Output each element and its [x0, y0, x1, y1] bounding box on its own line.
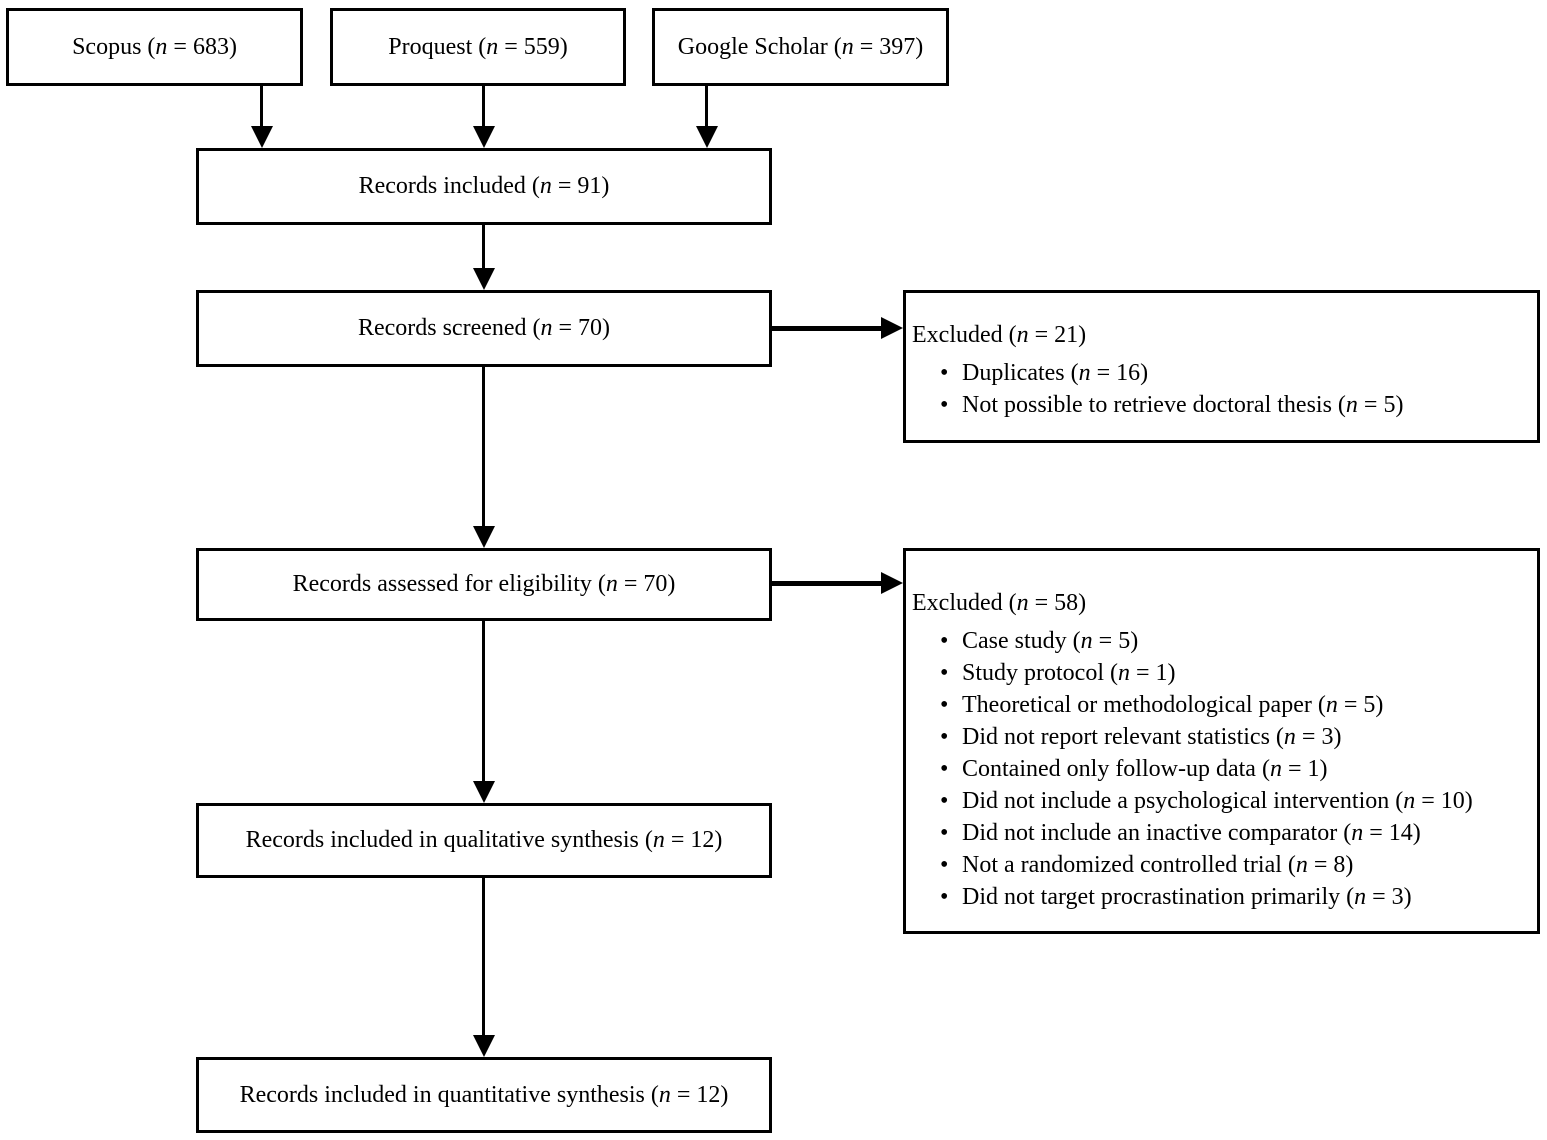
stage-box-quantitative-synthesis: [196, 1057, 772, 1133]
arrow-assessed-to-excluded-line: [772, 581, 883, 586]
exclusion-item: • Not a randomized controlled trial (n = 8): [940, 849, 1537, 881]
stage-box-records-screened: [196, 290, 772, 367]
arrowhead-down-icon: [473, 526, 495, 548]
exclusion-item: • Did not target procrastination primarily (n = 3): [940, 881, 1537, 913]
arrow-qualitative-to-quantitative-line: [482, 878, 485, 1037]
arrowhead-down-icon: [473, 781, 495, 803]
arrowhead-down-icon: [473, 1035, 495, 1057]
arrowhead-right-icon: [881, 317, 903, 339]
arrow-proquest-to-included-line: [482, 86, 485, 128]
source-box-proquest: [330, 8, 626, 86]
exclusion-item: • Case study (n = 5): [940, 625, 1537, 657]
exclusion-item: • Duplicates (n = 16): [940, 357, 1537, 389]
exclusion-box-eligibility-title: Excluded (n = 58): [912, 590, 1087, 616]
exclusion-item: • Study protocol (n = 1): [940, 657, 1537, 689]
arrowhead-right-icon: [881, 572, 903, 594]
stage-box-records-assessed: [196, 548, 772, 621]
stage-box-records-assessed-label: Records assessed for eligibility (n = 70): [292, 571, 676, 597]
exclusion-box-eligibility: [903, 548, 1540, 934]
stage-box-qualitative-synthesis: [196, 803, 772, 878]
stage-box-records-included: [196, 148, 772, 225]
exclusion-item: • Theoretical or methodological paper (n = 5): [940, 689, 1537, 721]
arrow-google-scholar-to-included-line: [705, 86, 708, 128]
arrow-scopus-to-included-line: [260, 86, 263, 128]
stage-box-qualitative-synthesis-label: Records included in qualitative synthesis (n = 12): [245, 827, 723, 853]
exclusion-item: • Did not include a psychological intervention (n = 10): [940, 785, 1537, 817]
arrow-screened-to-assessed-line: [482, 367, 485, 528]
stage-box-quantitative-synthesis-label: Records included in quantitative synthesis (n = 12): [239, 1081, 729, 1108]
arrowhead-down-icon: [696, 126, 718, 148]
arrowhead-down-icon: [251, 126, 273, 148]
source-box-scopus-label: Scopus (n = 683): [72, 33, 237, 60]
stage-box-records-screened-label: Records screened (n = 70): [357, 315, 611, 341]
stage-box-records-included-label: Records included (n = 91): [358, 173, 610, 199]
exclusion-box-screening-title: Excluded (n = 21): [912, 322, 1087, 348]
arrowhead-down-icon: [473, 268, 495, 290]
arrow-assessed-to-qualitative-line: [482, 621, 485, 783]
exclusion-item: • Did not report relevant statistics (n = 3): [940, 721, 1537, 753]
exclusion-list: [940, 357, 1537, 421]
source-box-google-scholar-label: Google Scholar (n = 397): [677, 33, 924, 60]
arrow-screened-to-excluded-line: [772, 326, 883, 331]
exclusion-list: [940, 625, 1537, 913]
source-box-google-scholar: [652, 8, 949, 86]
exclusion-item: • Not possible to retrieve doctoral thesis (n = 5): [940, 389, 1537, 421]
arrow-included-to-screened-line: [482, 225, 485, 270]
source-box-proquest-label: Proquest (n = 559): [388, 33, 568, 60]
source-box-scopus: [6, 8, 303, 86]
arrowhead-down-icon: [473, 126, 495, 148]
exclusion-item: • Contained only follow-up data (n = 1): [940, 753, 1537, 785]
exclusion-box-screening: [903, 290, 1540, 443]
exclusion-item: • Did not include an inactive comparator (n = 14): [940, 817, 1537, 849]
